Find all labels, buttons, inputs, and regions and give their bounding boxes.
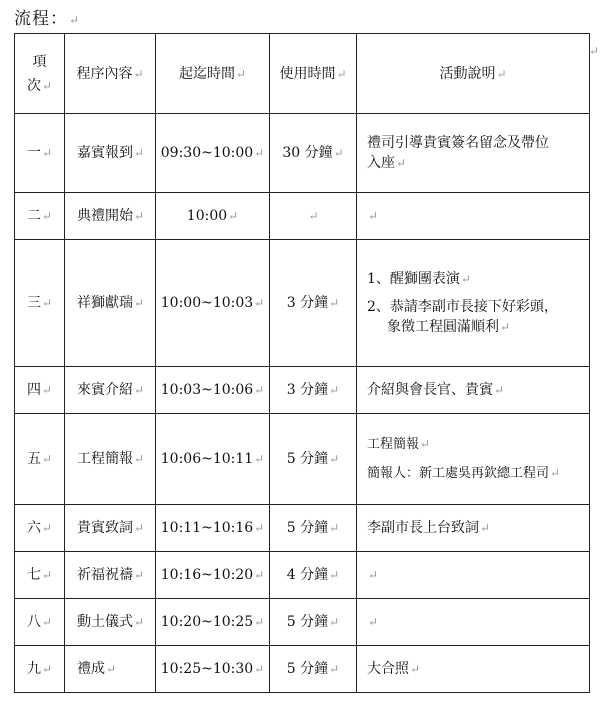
row-seq-text: 一 <box>26 145 41 161</box>
row-time-range-text: 10:03~10:06 <box>160 382 254 398</box>
row-program-text: 祈福祝禱 <box>77 567 133 583</box>
description-line-text: 李副市長上台致詞 <box>367 520 479 536</box>
row-time-range <box>156 193 270 240</box>
row-program-text: 嘉賓報到 <box>77 145 133 161</box>
row-seq <box>15 552 65 599</box>
paragraph-mark-icon: ↵ <box>308 209 319 223</box>
row-program <box>65 240 156 367</box>
paragraph-mark-icon: ↵ <box>550 466 561 480</box>
row-description <box>357 193 590 240</box>
row-duration <box>270 599 357 646</box>
paragraph-mark-icon: ↵ <box>254 383 265 397</box>
row-time-range-text: 10:06~10:11 <box>160 451 254 467</box>
row-seq-text: 八 <box>26 614 41 630</box>
description-line-text: 禮司引導貴賓簽名留念及帶位 <box>367 135 549 151</box>
description-line <box>367 317 585 337</box>
paragraph-mark-icon: ↵ <box>41 78 53 93</box>
row-time-range-text: 10:20~10:25 <box>160 614 254 630</box>
heading-text: 流程： <box>14 9 68 29</box>
row-duration <box>270 646 357 693</box>
row-program <box>65 114 156 193</box>
table-row <box>15 552 590 599</box>
paragraph-mark-icon: ↵ <box>41 568 53 582</box>
row-description <box>357 240 590 367</box>
description-line-text: 象徵工程圓滿順利 <box>387 319 499 335</box>
paragraph-mark-icon: ↵ <box>329 452 340 466</box>
row-seq <box>15 240 65 367</box>
paragraph-mark-icon: ↵ <box>500 320 511 334</box>
row-time-range <box>156 414 270 505</box>
description-line-text: 入座 <box>367 155 395 171</box>
paragraph-mark-icon: ↵ <box>41 209 53 223</box>
table-row <box>15 414 590 505</box>
description-line <box>367 659 585 679</box>
paragraph-mark-icon: ↵ <box>329 296 340 310</box>
row-seq <box>15 599 65 646</box>
row-program <box>65 193 156 240</box>
row-time-range <box>156 505 270 552</box>
paragraph-mark-icon: ↵ <box>329 521 340 535</box>
section-heading <box>14 8 80 31</box>
paragraph-mark-icon: ↵ <box>254 296 265 310</box>
row-program-text: 來賓介紹 <box>77 382 133 398</box>
description-line-text: 簡報人：新工處吳再欽總工程司 <box>367 466 550 481</box>
table-header-row <box>15 34 590 114</box>
row-program-text: 禮成 <box>77 661 105 677</box>
table-row <box>15 240 590 367</box>
row-duration-text: 5 分鐘 <box>286 520 329 536</box>
header-duration-label: 使用時間 <box>279 65 336 82</box>
row-seq-text: 四 <box>26 382 41 398</box>
paragraph-mark-icon: ↵ <box>134 209 145 223</box>
row-program <box>65 367 156 414</box>
row-description <box>357 114 590 193</box>
description-line <box>367 380 585 400</box>
paragraph-mark-icon: ↵ <box>410 662 421 676</box>
paragraph-mark-icon: ↵ <box>494 383 505 397</box>
row-time-range <box>156 367 270 414</box>
row-time-range-text: 10:00~10:03 <box>160 295 254 311</box>
row-description <box>357 552 590 599</box>
paragraph-mark-icon: ↵ <box>134 568 145 582</box>
row-time-range <box>156 646 270 693</box>
row-duration-text: 3 分鐘 <box>286 382 329 398</box>
paragraph-mark-icon: ↵ <box>368 209 379 223</box>
row-seq-text: 三 <box>26 295 41 311</box>
paragraph-mark-icon: ↵ <box>41 296 53 310</box>
paragraph-mark-icon: ↵ <box>106 662 117 676</box>
row-duration-text: 5 分鐘 <box>286 451 329 467</box>
table-row <box>15 114 590 193</box>
row-time-range-text: 10:25~10:30 <box>160 661 254 677</box>
row-program <box>65 599 156 646</box>
description-line <box>367 133 585 153</box>
description-line <box>367 518 585 538</box>
paragraph-mark-icon: ↵ <box>134 521 145 535</box>
row-duration-text: 5 分鐘 <box>286 614 329 630</box>
paragraph-mark-icon: ↵ <box>329 568 340 582</box>
paragraph-mark-icon: ↵ <box>134 296 145 310</box>
table-row <box>15 646 590 693</box>
row-seq <box>15 193 65 240</box>
header-description-label: 活動說明 <box>439 65 496 82</box>
row-description <box>357 646 590 693</box>
paragraph-mark-icon: ↵ <box>134 146 145 160</box>
header-time-range-label: 起迄時間 <box>178 65 235 82</box>
schedule-table <box>14 33 590 693</box>
row-seq <box>15 646 65 693</box>
row-program-text: 工程簡報 <box>77 451 133 467</box>
row-duration-text: 4 分鐘 <box>286 567 329 583</box>
paragraph-mark-icon: ↵ <box>396 156 407 170</box>
row-time-range <box>156 552 270 599</box>
row-program <box>65 505 156 552</box>
paragraph-mark-icon: ↵ <box>254 146 265 160</box>
row-duration <box>270 414 357 505</box>
row-program <box>65 414 156 505</box>
header-duration <box>270 34 357 114</box>
row-program-text: 動土儀式 <box>77 614 133 630</box>
row-time-range <box>156 240 270 367</box>
row-duration <box>270 505 357 552</box>
row-duration-text: 30 分鐘 <box>282 145 333 161</box>
description-line <box>367 463 585 484</box>
paragraph-mark-icon: ↵ <box>228 209 239 223</box>
row-duration <box>270 552 357 599</box>
row-description <box>357 414 590 505</box>
paragraph-mark-icon: ↵ <box>368 568 379 582</box>
row-seq-text: 七 <box>26 567 41 583</box>
paragraph-mark-icon: ↵ <box>333 146 344 160</box>
row-description <box>357 505 590 552</box>
row-duration <box>270 114 357 193</box>
paragraph-mark-icon: ↵ <box>254 568 265 582</box>
row-description <box>357 599 590 646</box>
paragraph-mark-icon: ↵ <box>41 452 53 466</box>
header-seq-line: 項 <box>32 53 47 70</box>
row-duration <box>270 193 357 240</box>
paragraph-mark-icon: ↵ <box>69 13 81 27</box>
description-line <box>367 269 585 289</box>
header-description <box>357 34 590 114</box>
description-line <box>367 153 585 173</box>
header-time-range <box>156 34 270 114</box>
header-program-label: 程序內容 <box>76 65 133 82</box>
paragraph-mark-icon: ↵ <box>336 66 347 81</box>
row-time-range-text: 09:30~10:00 <box>160 145 254 161</box>
header-program <box>65 34 156 114</box>
row-time-range <box>156 114 270 193</box>
paragraph-mark-icon: ↵ <box>41 521 53 535</box>
row-duration <box>270 240 357 367</box>
row-duration-text: 5 分鐘 <box>286 661 329 677</box>
row-seq-text: 六 <box>26 520 41 536</box>
row-seq-text: 九 <box>26 661 41 677</box>
table-row <box>15 599 590 646</box>
row-program-text: 貴賓致詞 <box>77 520 133 536</box>
table-row <box>15 367 590 414</box>
description-line <box>367 297 585 317</box>
paragraph-mark-icon: ↵ <box>235 66 247 81</box>
row-seq <box>15 114 65 193</box>
row-seq-text: 五 <box>26 451 41 467</box>
header-seq <box>15 34 65 114</box>
paragraph-mark-icon: ↵ <box>41 146 53 160</box>
paragraph-mark-icon: ↵ <box>134 615 145 629</box>
paragraph-mark-icon: ↵ <box>41 383 53 397</box>
paragraph-mark-icon: ↵ <box>254 452 265 466</box>
paragraph-mark-icon: ↵ <box>496 66 507 81</box>
paragraph-mark-icon: ↵ <box>368 615 379 629</box>
description-line-text: 工程簡報 <box>367 437 420 452</box>
header-seq-line: 次 <box>26 77 41 94</box>
paragraph-mark-icon: ↵ <box>420 437 431 451</box>
paragraph-mark-icon: ↵ <box>134 383 145 397</box>
table-row <box>15 505 590 552</box>
table-row <box>15 193 590 240</box>
paragraph-mark-icon: ↵ <box>133 66 144 81</box>
row-program <box>65 552 156 599</box>
paragraph-mark-icon: ↵ <box>329 383 340 397</box>
description-line-text: 2、恭請李副市長接下好彩頭， <box>367 299 558 315</box>
paragraph-mark-icon: ↵ <box>254 662 265 676</box>
row-program <box>65 646 156 693</box>
paragraph-mark-icon: ↵ <box>329 662 340 676</box>
row-program-text: 典禮開始 <box>77 208 133 224</box>
description-line-text: 大合照 <box>367 661 409 677</box>
row-seq <box>15 414 65 505</box>
description-line-text: 介紹與會長官、貴賓 <box>367 382 493 398</box>
paragraph-mark-icon: ↵ <box>41 615 53 629</box>
row-time-range-text: 10:16~10:20 <box>160 567 254 583</box>
description-line <box>367 434 585 455</box>
paragraph-mark-icon: ↵ <box>329 615 340 629</box>
row-description <box>357 367 590 414</box>
row-seq-text: 二 <box>26 208 41 224</box>
paragraph-mark-icon: ↵ <box>460 272 471 286</box>
paragraph-mark-icon: ↵ <box>480 521 491 535</box>
paragraph-mark-icon: ↵ <box>134 452 145 466</box>
row-duration-text: 3 分鐘 <box>286 295 329 311</box>
row-seq <box>15 367 65 414</box>
row-time-range-text: 10:00 <box>186 208 228 224</box>
row-seq <box>15 505 65 552</box>
paragraph-mark-icon: ↵ <box>589 44 600 58</box>
row-program-text: 祥獅獻瑞 <box>77 295 133 311</box>
paragraph-mark-icon: ↵ <box>41 662 53 676</box>
row-duration <box>270 367 357 414</box>
row-time-range-text: 10:11~10:16 <box>160 520 254 536</box>
description-line-text: 1、醒獅團表演 <box>367 271 460 287</box>
paragraph-mark-icon: ↵ <box>254 521 265 535</box>
schedule-table-body <box>15 34 590 693</box>
row-time-range <box>156 599 270 646</box>
paragraph-mark-icon: ↵ <box>254 615 265 629</box>
